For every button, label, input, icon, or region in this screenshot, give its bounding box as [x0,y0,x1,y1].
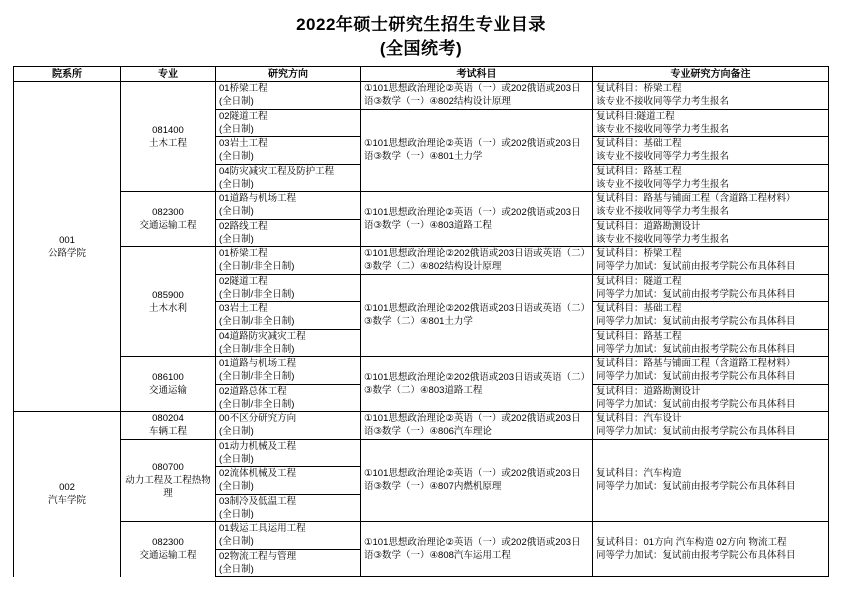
note-retest: 复试科目：桥梁工程 [596,83,682,95]
direction-mode: (全日制) [219,563,254,575]
table-row [14,357,829,385]
notes-cell [593,384,829,412]
exam-subjects-cell: ①101思想政治理论②202俄语或203日语或英语（二）③数学（二）④802结构设计原理 [361,247,593,275]
notes-cell [593,219,829,247]
department-cell [14,412,121,577]
page-subtitle: (全国统考) [379,39,463,58]
table-row [14,412,829,440]
note-retest: 复试科目：基础工程 [596,303,682,315]
direction-name: 00不区分研究方向 [219,413,297,425]
direction-mode: (全日制) [219,233,254,245]
note-retest: 复试科目：桥梁工程 [596,248,682,260]
header-row [14,67,829,82]
note-policy: 该专业不接收同等学力考生报名 [596,151,730,163]
direction-name: 02路线工程 [219,220,268,232]
direction-cell [216,467,361,495]
department-name: 公路学院 [47,247,86,259]
major-code: 080700 [152,461,184,473]
exam-subjects-cell: ①101思想政治理论②英语（一）或202俄语或203日语③数学（一）④802结构设计原理 [361,82,593,110]
major-name: 交通运输 [148,385,187,396]
direction-cell [216,219,361,247]
notes-cell [593,192,829,220]
exam-subjects-cell: ①101思想政治理论②英语（一）或202俄语或203日语③数学（一）④808汽车运用工程 [361,522,593,577]
department-code: 002 [59,482,75,494]
direction-cell [216,357,361,385]
col-header-department: 院系所 [14,67,121,82]
direction-cell [216,192,361,220]
note-policy: 该专业不接收同等学力考生报名 [596,123,730,135]
direction-name: 01桥梁工程 [219,248,268,260]
direction-cell [216,164,361,192]
department-cell [14,82,121,412]
notes-cell [593,329,829,357]
note-policy: 同等学力加试：复试前由报考学院公布具体科目 [596,426,796,438]
direction-name: 01动力机械及工程 [219,440,297,452]
direction-name: 03岩土工程 [219,303,268,315]
table-row [14,82,829,110]
page-title: 2022年硕士研究生招生专业目录 [296,15,546,34]
exam-subjects-cell: ①101思想政治理论②英语（一）或202俄语或203日语③数学（一）④801土力学 [361,109,593,192]
note-policy: 同等学力加试：复试前由报考学院公布具体科目 [596,261,796,273]
note-retest: 复试科目：路基与铺面工程（含道路工程材料） [596,193,796,205]
department-name: 汽车学院 [47,495,86,507]
note-retest: 复试科目：01方向 汽车构造 02方向 物流工程 [596,537,787,548]
direction-cell [216,82,361,110]
col-header-major: 专业 [121,67,216,82]
direction-mode: (全日制) [219,151,254,163]
major-name: 交通运输工程 [139,220,197,231]
direction-cell [216,329,361,357]
notes-cell [593,357,829,385]
direction-cell [216,412,361,440]
major-code: 082300 [152,537,184,549]
direction-name: 01道路与机场工程 [219,193,297,205]
note-retest: 复试科目：道路勘测设计 [596,385,701,397]
direction-name: 02隧道工程 [219,275,268,287]
notes-cell [593,137,829,165]
direction-name: 04道路防灾减灾工程 [219,330,306,342]
notes-cell [593,247,829,275]
major-cell [121,522,216,577]
col-header-notes: 专业研究方向备注 [593,67,829,82]
table-row [14,192,829,220]
direction-name: 02物流工程与管理 [219,550,297,562]
direction-mode: (全日制) [219,453,254,465]
note-policy: 同等学力加试：复试前由报考学院公布具体科目 [596,316,796,328]
direction-name: 02流体机械及工程 [219,468,297,480]
direction-name: 03岩土工程 [219,138,268,150]
note-policy: 该专业不接收同等学力考生报名 [596,178,730,190]
exam-subjects-cell: ①101思想政治理论②英语（一）或202俄语或203日语③数学（一）④803道路工程 [361,192,593,247]
note-policy: 同等学力加试：复试前由报考学院公布具体科目 [596,481,796,493]
direction-name: 04防灾减灾工程及防护工程 [219,165,335,177]
note-retest: 复试科目：隧道工程 [596,275,682,287]
direction-mode: (全日制) [219,178,254,190]
direction-name: 01道路与机场工程 [219,358,297,370]
note-policy: 同等学力加试：复试前由报考学院公布具体科目 [596,550,796,561]
table-row [14,439,829,467]
direction-name: 01桥梁工程 [219,83,268,95]
notes-cell [593,412,829,440]
major-code: 081400 [152,124,184,136]
direction-mode: (全日制) [219,123,254,135]
major-name: 交通运输工程 [139,550,197,562]
major-name: 车辆工程 [148,426,187,438]
major-cell [121,412,216,440]
note-policy: 同等学力加试：复试前由报考学院公布具体科目 [596,371,796,383]
note-policy: 该专业不接收同等学力考生报名 [596,96,730,108]
direction-name: 01载运工具运用工程 [219,523,306,535]
direction-cell [216,439,361,467]
major-cell [121,357,216,412]
notes-cell [593,274,829,302]
notes-cell [593,109,829,137]
direction-cell [216,274,361,302]
direction-cell [216,137,361,165]
table-row [14,522,829,550]
catalog-table [13,66,829,577]
notes-cell [593,302,829,330]
note-policy: 同等学力加试：复试前由报考学院公布具体科目 [596,288,796,300]
direction-name: 03制冷及低温工程 [219,495,297,507]
col-header-exam-subjects: 考试科目 [361,67,593,82]
direction-mode: (全日制/非全日制) [219,288,295,300]
direction-cell [216,384,361,412]
direction-mode: (全日制) [219,481,254,493]
direction-mode: (全日制) [219,206,254,218]
exam-subjects-cell: ①101思想政治理论②202俄语或203日语或英语（二）③数学（二）④801土力学 [361,274,593,357]
major-code: 085900 [152,289,184,301]
major-code: 082300 [152,207,184,218]
direction-cell [216,549,361,577]
direction-cell [216,522,361,550]
note-policy: 同等学力加试：复试前由报考学院公布具体科目 [596,398,796,410]
note-policy: 该专业不接收同等学力考生报名 [596,206,730,218]
direction-mode: (全日制/非全日制) [219,316,295,328]
note-retest: 复试科目：路基工程 [596,165,682,177]
note-retest: 复试科目：基础工程 [596,138,682,150]
department-code: 001 [59,234,75,246]
major-name: 土木水利 [148,302,187,314]
direction-cell [216,494,361,522]
note-retest: 复试科目：汽车设计 [596,413,682,425]
direction-mode: (全日制/非全日制) [219,398,295,410]
direction-mode: (全日制) [219,96,254,108]
direction-mode: (全日制) [219,508,254,520]
direction-mode: (全日制/非全日制) [219,261,295,273]
direction-name: 02隧道工程 [219,110,268,122]
note-policy: 该专业不接收同等学力考生报名 [596,233,730,245]
major-cell [121,192,216,247]
major-name: 土木工程 [148,137,187,149]
major-code: 086100 [152,372,184,383]
note-retest: 复试科目:隧道工程 [596,110,675,122]
major-cell [121,247,216,357]
note-retest: 复试科目：路基与铺面工程（含道路工程材料） [596,358,796,370]
exam-subjects-cell: ①101思想政治理论②英语（一）或202俄语或203日语③数学（一）④807内燃机原理 [361,439,593,522]
direction-cell [216,302,361,330]
notes-cell [593,522,829,577]
major-cell [121,439,216,522]
direction-mode: (全日制/非全日制) [219,343,295,355]
note-retest: 复试科目：汽车构造 [596,468,682,480]
exam-subjects-cell: ①101思想政治理论②202俄语或203日语或英语（二）③数学（二）④803道路工程 [361,357,593,412]
major-name: 动力工程及工程热物理 [125,474,211,499]
table-row [14,247,829,275]
major-cell [121,82,216,192]
notes-cell [593,164,829,192]
note-retest: 复试科目：道路勘测设计 [596,220,701,232]
direction-cell [216,247,361,275]
direction-name: 02道路总体工程 [219,385,287,397]
direction-mode: (全日制) [219,536,254,548]
note-retest: 复试科目：路基工程 [596,330,682,342]
notes-cell [593,82,829,110]
direction-cell [216,109,361,137]
note-policy: 同等学力加试：复试前由报考学院公布具体科目 [596,343,796,355]
major-code: 080204 [152,413,184,425]
notes-cell [593,439,829,522]
direction-mode: (全日制) [219,426,254,438]
direction-mode: (全日制/非全日制) [219,371,295,383]
col-header-direction: 研究方向 [216,67,361,82]
exam-subjects-cell: ①101思想政治理论②英语（一）或202俄语或203日语③数学（一）④806汽车理论 [361,412,593,440]
